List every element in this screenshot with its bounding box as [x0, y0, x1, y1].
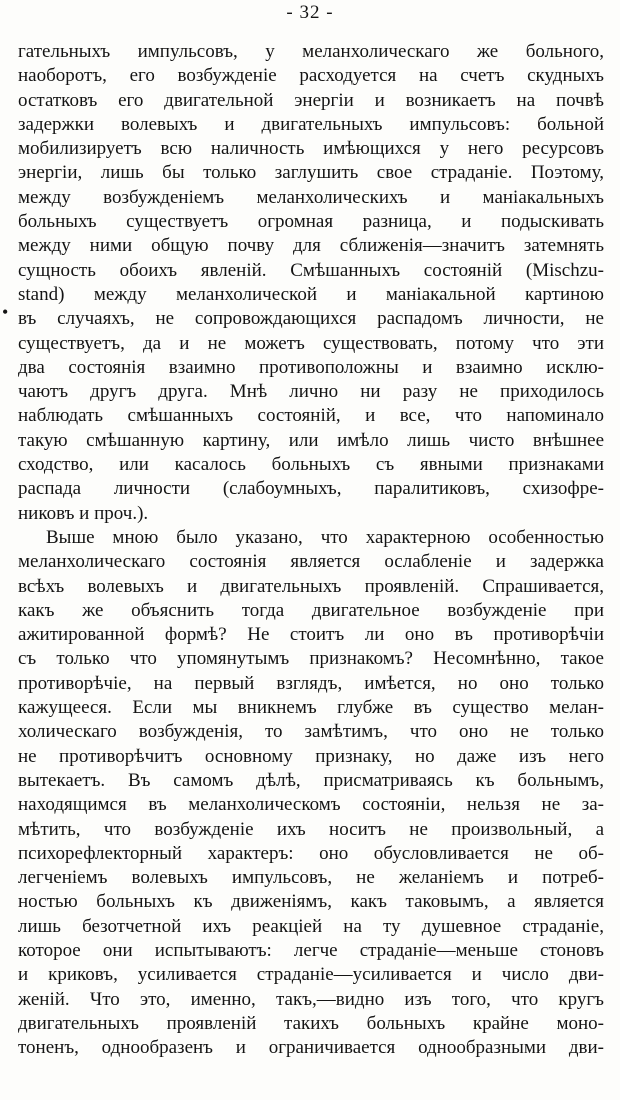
- text-line: между ними общую почву для сближенія—значитъ затемнять: [18, 235, 604, 257]
- text-line: лишь безотчетной ихъ реакціей на ту душевное страданіе,: [18, 915, 604, 937]
- text-line: задержки волевыхъ и двигательныхъ импульсовъ: больной: [18, 113, 604, 135]
- text-line: мобилизируетъ всю наличность имѣющихся у него ресурсовъ: [18, 138, 604, 160]
- text-line: ностью больныхъ къ движеніямъ, какъ таковымъ, а является: [18, 891, 604, 913]
- text-line: противорѣчіе, на первый взглядъ, имѣется, но оно только: [18, 672, 604, 694]
- text-line: меланхолическаго состоянія является ослабленіе и задержка: [18, 551, 604, 573]
- paragraph-end-line: никовъ и проч.).: [18, 502, 149, 524]
- text-line: stand) между меланхолической и маніакальной картиною: [18, 283, 604, 305]
- text-line: вытекаетъ. Въ самомъ дѣлѣ, присматриваясь къ больнымъ,: [18, 769, 604, 791]
- text-line: всѣхъ волевыхъ и двигательныхъ проявленій. Спрашивается,: [18, 575, 604, 597]
- text-line: такую смѣшанную картину, или имѣло лишь чисто внѣшнее: [18, 429, 604, 451]
- text-line: кажущееся. Если мы вникнемъ глубже въ существо мелан-: [18, 697, 604, 719]
- text-line: наблюдать смѣшанныхъ состояній, и все, что напоминало: [18, 405, 604, 427]
- text-line: ажитированной формѣ? Не стоитъ ли оно въ противорѣчіи: [18, 624, 604, 646]
- text-line: женій. Что это, именно, такъ,—видно изъ того, что кругъ: [18, 988, 604, 1010]
- text-line: энергіи, лишь бы только заглушить свое страданіе. Поэтому,: [18, 162, 604, 184]
- paragraph-start-line: Выше мною было указано, что характерною особенностью: [46, 526, 604, 548]
- text-line: находящимся въ меланхолическомъ состояніи, нельзя не за-: [18, 794, 604, 816]
- text-line: тоненъ, однообразенъ и ограничивается однообразными дви-: [18, 1037, 604, 1059]
- text-line: два состоянія взаимно противоположны и взаимно исклю-: [18, 356, 604, 378]
- text-line: сходство, или касалось больныхъ съ явными признаками: [18, 454, 604, 476]
- text-line: больныхъ существуетъ огромная разница, и подыскивать: [18, 211, 604, 233]
- text-line: психорефлекторный характеръ: оно обусловливается не об-: [18, 842, 604, 864]
- text-line: чаютъ другъ друга. Мнѣ лично ни разу не приходилось: [18, 381, 604, 403]
- text-line: двигательныхъ проявленій такихъ больныхъ крайне моно-: [18, 1012, 604, 1034]
- text-line: гательныхъ импульсовъ, у меланхолическаго же больного,: [18, 41, 604, 62]
- text-line: наоборотъ, его возбужденіе расходуется на счетъ скудныхъ: [18, 65, 604, 87]
- margin-mark: •: [2, 302, 9, 322]
- text-line: не противорѣчитъ основному признаку, но даже изъ него: [18, 745, 604, 767]
- text-line: и криковъ, усиливается страданіе—усиливается и число дви-: [18, 964, 604, 986]
- text-line: съ только что упомянутымъ признакомъ? Несомнѣнно, такое: [18, 648, 604, 670]
- page-number: - 32 -: [286, 2, 334, 23]
- text-line: существуетъ, да и не можетъ существовать, потому что эти: [18, 332, 604, 354]
- text-line: между возбужденіемъ меланхолическихъ и маніакальныхъ: [18, 186, 604, 208]
- text-line: какъ же объяснить тогда двигательное возбужденіе при: [18, 599, 604, 621]
- text-line: сущность обоихъ явленій. Смѣшанныхъ состояній (Mischzu-: [18, 259, 604, 281]
- text-line: которое они испытываютъ: легче страданіе—меньше стоновъ: [18, 939, 604, 961]
- text-line: въ случаяхъ, не сопровождающихся распадомъ личности, не: [18, 308, 604, 330]
- text-line: мѣтить, что возбужденіе ихъ носитъ не произвольный, а: [18, 818, 604, 840]
- text-line: остатковъ его двигательной энергіи и возникаетъ на почвѣ: [18, 89, 604, 111]
- body-text: [18, 40, 604, 1060]
- text-line: легченіемъ волевыхъ импульсовъ, не желаніемъ и потреб-: [18, 867, 604, 889]
- text-line: распада личности (слабоумныхъ, паралитиковъ, схизофре-: [18, 478, 604, 500]
- text-line: холическаго возбужденія, то замѣтимъ, что оно не только: [18, 721, 604, 743]
